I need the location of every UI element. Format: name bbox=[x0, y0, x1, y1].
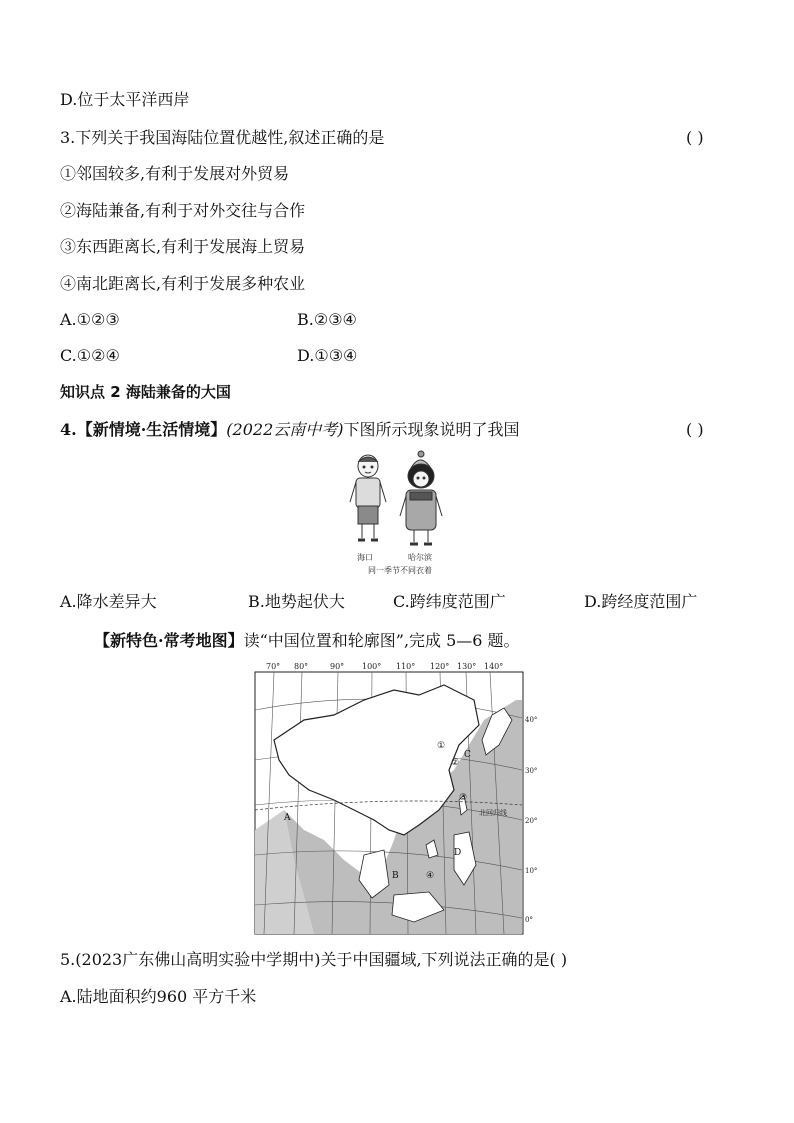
region-3: ③ bbox=[459, 793, 468, 803]
q3-option-c: C.①②④ bbox=[60, 346, 120, 365]
lat-label: 40° bbox=[525, 716, 538, 724]
region-2: ② bbox=[451, 758, 460, 768]
q3-answer-paren: ( ) bbox=[686, 128, 704, 147]
intro-text: 读“中国位置和轮廓图”,完成 5—6 题。 bbox=[243, 631, 520, 650]
q4-stem: 下图所示现象说明了我国 bbox=[343, 420, 520, 439]
q3-item-3: ③东西距离长,有利于发展海上贸易 bbox=[60, 237, 306, 256]
q5-option-a: A.陆地面积约960 平方千米 bbox=[60, 987, 257, 1006]
china-location-map bbox=[254, 660, 544, 935]
q3-stem: 3.下列关于我国海陆位置优越性,叙述正确的是 bbox=[60, 128, 385, 147]
region-1: ① bbox=[437, 741, 446, 751]
marker-a: A bbox=[284, 813, 291, 823]
lon-label: 80° bbox=[294, 662, 309, 671]
marker-b: B bbox=[392, 871, 399, 881]
q3-option-b: B.②③④ bbox=[297, 310, 357, 329]
q4-figure-label-left: 海口 bbox=[357, 553, 373, 562]
lon-label: 120° bbox=[430, 662, 450, 671]
q3-item-4: ④南北距离长,有利于发展多种农业 bbox=[60, 274, 306, 293]
q4-figure-label-right: 哈尔滨 bbox=[408, 553, 432, 562]
boy-figure bbox=[350, 455, 386, 540]
lon-label: 110° bbox=[396, 662, 416, 671]
marker-d: D bbox=[454, 848, 462, 858]
lon-label: 140° bbox=[484, 662, 504, 671]
tropic-label: 北回归线 bbox=[479, 809, 507, 817]
q3-item-1: ①邻国较多,有利于发展对外贸易 bbox=[60, 164, 290, 183]
longitude-labels bbox=[266, 662, 503, 671]
q3-option-a: A.①②③ bbox=[60, 310, 120, 329]
latitude-labels bbox=[525, 716, 537, 924]
q4-option-c: C.跨纬度范围广 bbox=[393, 592, 506, 611]
lat-label: 30° bbox=[525, 767, 538, 775]
lat-label: 10° bbox=[525, 867, 538, 875]
q3-item-2: ②海陆兼备,有利于对外交往与合作 bbox=[60, 201, 306, 220]
q4-option-a: A.降水差异大 bbox=[60, 592, 157, 611]
lon-label: 100° bbox=[362, 662, 382, 671]
q5-stem: 5.(2023广东佛山高明实验中学期中)关于中国疆域,下列说法正确的是( ) bbox=[60, 950, 568, 969]
intro-tag: 【新特色·常考地图】 bbox=[94, 631, 244, 650]
q4-stem-line bbox=[60, 419, 520, 441]
q4-option-b: B.地势起伏大 bbox=[248, 592, 345, 611]
lon-label: 70° bbox=[266, 662, 281, 671]
girl-figure bbox=[400, 451, 442, 544]
section-title: 知识点 2 海陆兼备的大国 bbox=[60, 383, 231, 401]
lat-label: 20° bbox=[525, 817, 538, 825]
q4-tag: 4.【新情境·生活情境】 bbox=[60, 420, 227, 439]
intro-5-6 bbox=[94, 630, 520, 652]
region-4: ④ bbox=[426, 871, 435, 881]
q3-option-d: D.①③④ bbox=[297, 346, 358, 365]
q4-figure-caption: 同一季节不同衣着 bbox=[368, 566, 432, 575]
marker-c: C bbox=[464, 750, 471, 760]
q4-answer-paren: ( ) bbox=[686, 420, 704, 439]
q4-option-d: D.跨经度范围广 bbox=[584, 592, 698, 611]
lon-label: 130° bbox=[457, 662, 477, 671]
q4-source: (2022云南中考) bbox=[226, 420, 344, 439]
lon-label: 90° bbox=[330, 662, 345, 671]
lat-label: 0° bbox=[525, 916, 533, 924]
q2-option-d: D.位于太平洋西岸 bbox=[60, 90, 190, 109]
